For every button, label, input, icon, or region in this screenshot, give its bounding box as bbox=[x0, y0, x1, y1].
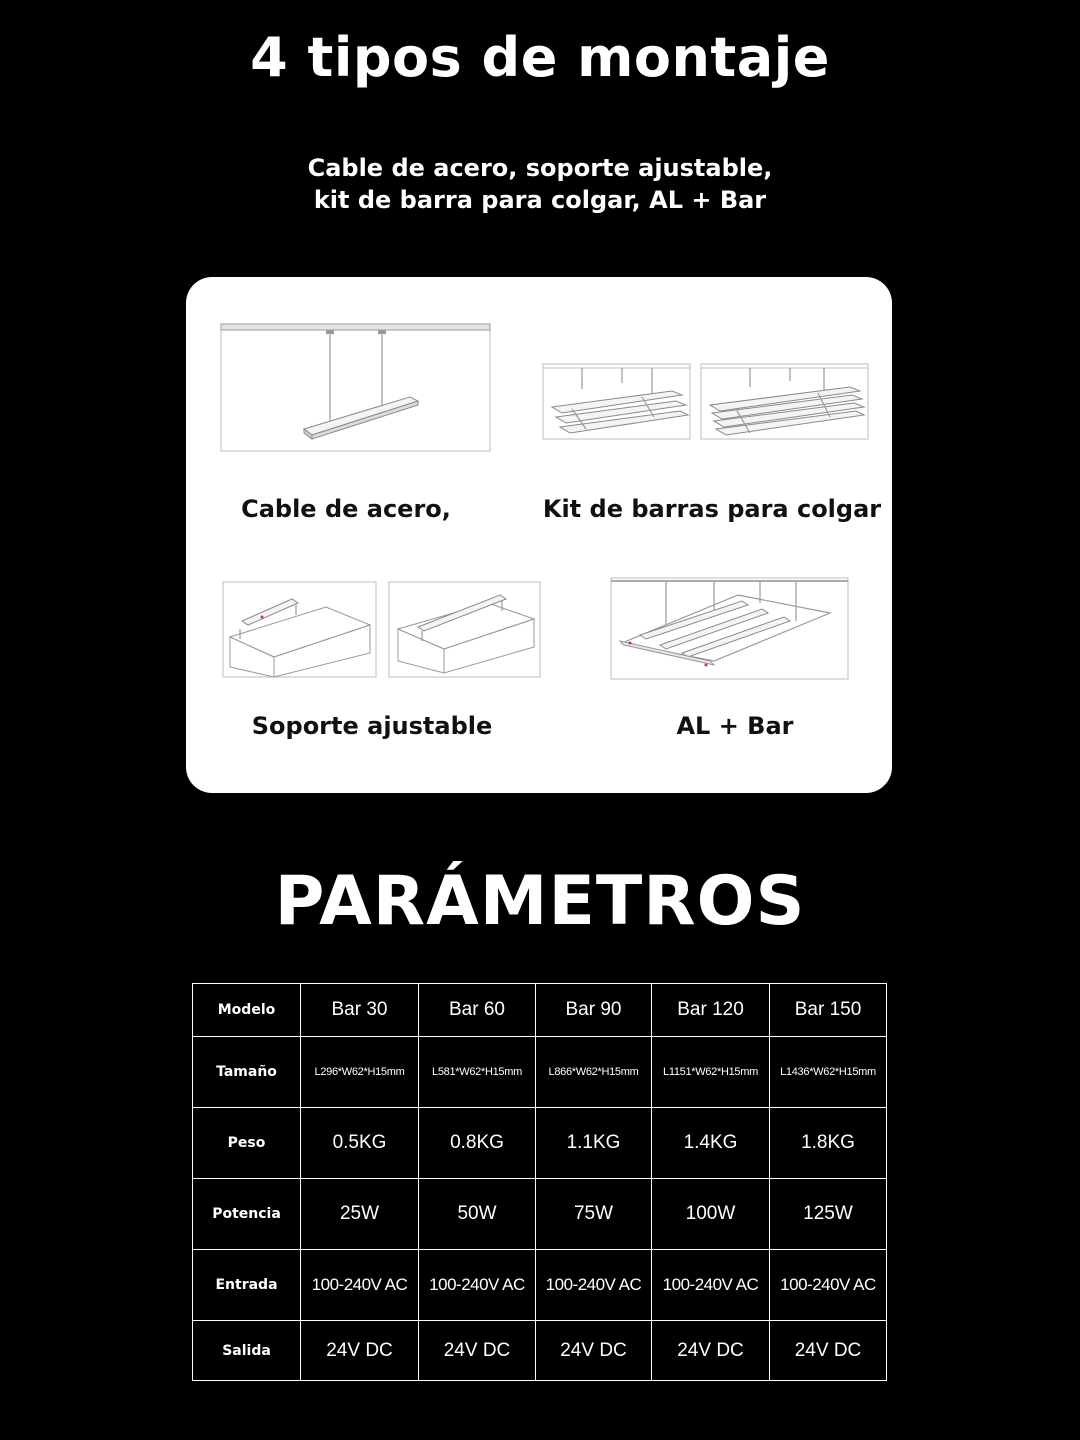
table-cell: 100-240V AC bbox=[770, 1250, 887, 1321]
row-label-cell: Tamaño bbox=[193, 1037, 301, 1108]
table-cell: 100-240V AC bbox=[419, 1250, 536, 1321]
table-cell: 24V DC bbox=[536, 1321, 652, 1381]
table-cell: 100-240V AC bbox=[536, 1250, 652, 1321]
table-cell: 24V DC bbox=[419, 1321, 536, 1381]
table-cell: 50W bbox=[419, 1179, 536, 1250]
table-cell: 24V DC bbox=[652, 1321, 770, 1381]
table-cell: 100-240V AC bbox=[301, 1250, 419, 1321]
model-cell: Bar 60 bbox=[419, 984, 536, 1037]
table-cell: 25W bbox=[301, 1179, 419, 1250]
table-header-row bbox=[193, 984, 887, 1037]
subtitle-line-2: kit de barra para colgar, AL + Bar bbox=[313, 186, 767, 214]
subtitle-line-1: Cable de acero, soporte ajustable, bbox=[307, 154, 773, 182]
table-cell: 1.4KG bbox=[652, 1108, 770, 1179]
row-label-cell: Entrada bbox=[193, 1250, 301, 1321]
table-cell: 75W bbox=[536, 1179, 652, 1250]
row-label-cell: Salida bbox=[193, 1321, 301, 1381]
table-cell: 100W bbox=[652, 1179, 770, 1250]
table-cell: 0.5KG bbox=[301, 1108, 419, 1179]
parameters-table bbox=[192, 983, 887, 1381]
table-row bbox=[193, 1037, 887, 1108]
table-cell: 100-240V AC bbox=[652, 1250, 770, 1321]
table-row bbox=[193, 1250, 887, 1321]
header-label-cell: Modelo bbox=[193, 984, 301, 1037]
page-subtitle bbox=[0, 152, 1080, 216]
table-cell: L1151*W62*H15mm bbox=[652, 1037, 770, 1108]
hanging-bar-kit-illustration-2 bbox=[700, 363, 870, 441]
table-cell: L581*W62*H15mm bbox=[419, 1037, 536, 1108]
row-label-cell: Potencia bbox=[193, 1179, 301, 1250]
hanging-bar-kit-illustration-1 bbox=[542, 363, 692, 441]
caption-hanging-bar-kit: Kit de barras para colgar bbox=[542, 495, 882, 523]
table-row bbox=[193, 1179, 887, 1250]
table-cell: 24V DC bbox=[301, 1321, 419, 1381]
table-row bbox=[193, 1108, 887, 1179]
caption-adjustable-bracket: Soporte ajustable bbox=[251, 712, 493, 740]
mounting-types-card bbox=[186, 277, 892, 793]
table-row bbox=[193, 1321, 887, 1381]
table-cell: 24V DC bbox=[770, 1321, 887, 1381]
table-cell: L1436*W62*H15mm bbox=[770, 1037, 887, 1108]
caption-al-bar: AL + Bar bbox=[676, 712, 794, 740]
row-label-cell: Peso bbox=[193, 1108, 301, 1179]
table-cell: L296*W62*H15mm bbox=[301, 1037, 419, 1108]
parameters-title: PARÁMETROS bbox=[274, 862, 806, 941]
table-cell: 125W bbox=[770, 1179, 887, 1250]
model-cell: Bar 120 bbox=[652, 984, 770, 1037]
caption-steel-cable: Cable de acero, bbox=[241, 495, 451, 523]
steel-cable-illustration bbox=[220, 323, 492, 453]
table-cell: 1.8KG bbox=[770, 1108, 887, 1179]
table-cell: 0.8KG bbox=[419, 1108, 536, 1179]
model-cell: Bar 90 bbox=[536, 984, 652, 1037]
adjustable-bracket-illustration-2 bbox=[388, 581, 542, 679]
model-cell: Bar 150 bbox=[770, 984, 887, 1037]
table-cell: L866*W62*H15mm bbox=[536, 1037, 652, 1108]
table-cell: 1.1KG bbox=[536, 1108, 652, 1179]
adjustable-bracket-illustration-1 bbox=[222, 581, 378, 679]
model-cell: Bar 30 bbox=[301, 984, 419, 1037]
page-title: 4 tipos de montaje bbox=[250, 26, 830, 89]
al-bar-illustration bbox=[610, 577, 850, 681]
